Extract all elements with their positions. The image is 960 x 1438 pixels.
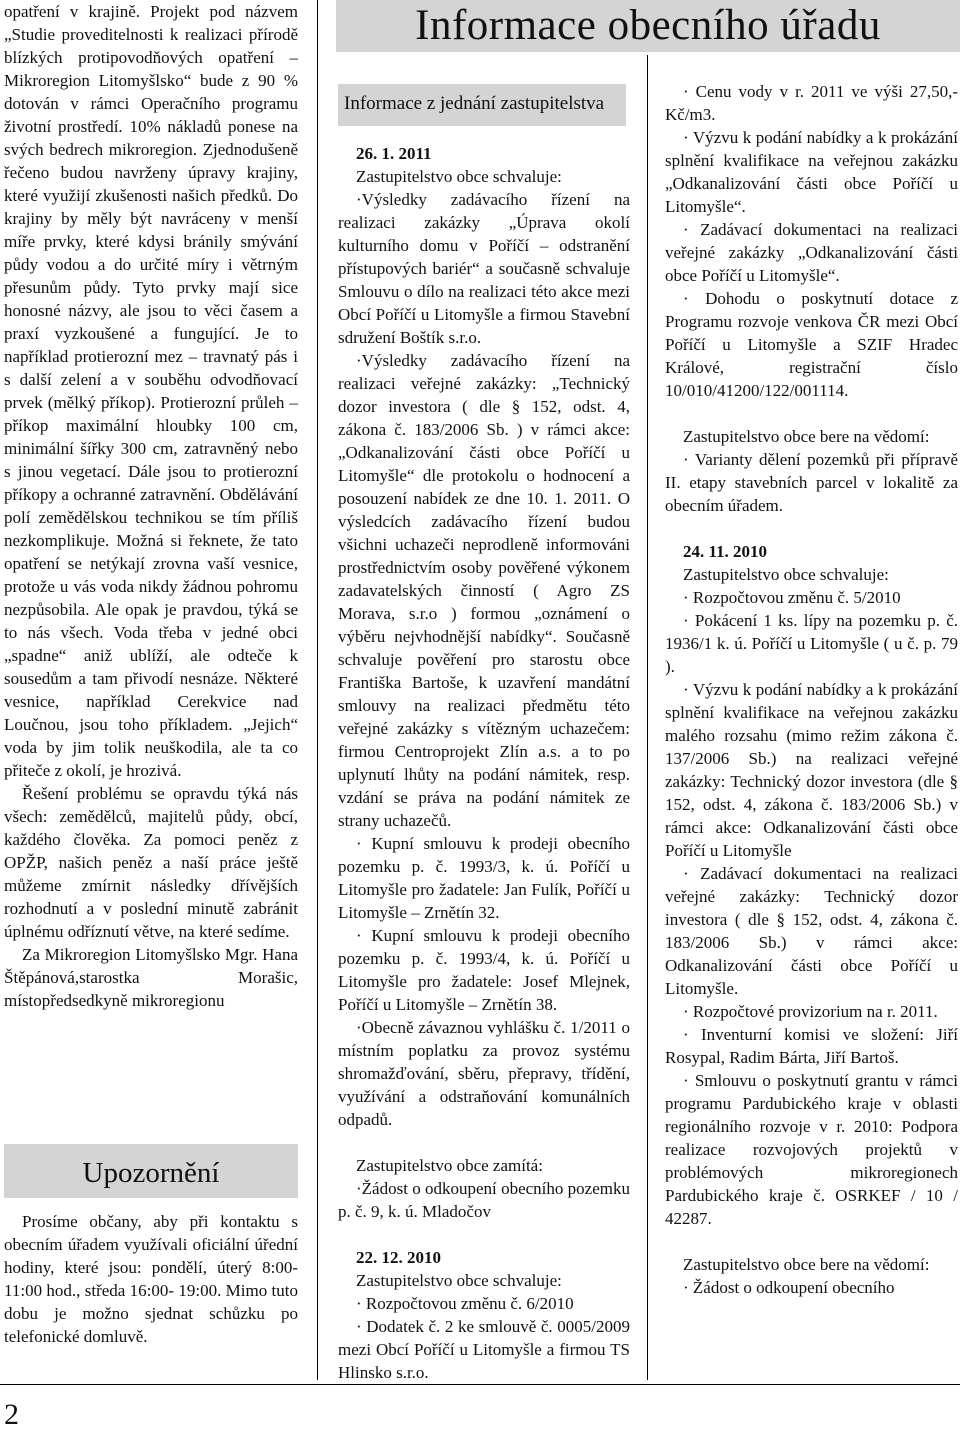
resolution-item: · Rozpočtovou změnu č. 5/2010: [683, 588, 901, 607]
column-divider-right: [647, 55, 648, 1380]
section-subhead: Informace z jednání zastupitelstva: [338, 84, 626, 126]
approves-heading: Zastupitelstvo obce schvaluje:: [683, 565, 889, 584]
article-signature: Za Mikroregion Litomyšlsko Mgr. Hana Štěpánová,starostka Morašic, místopředsedkyně mikroregionu: [4, 945, 298, 1010]
resolution-item: ·Výsledky zadávacího řízení na realizaci veřejné zakázky: „Technický dozor investora ( dle § 152, odst. 4, zákona č. 183/2006 Sb. ) v rámci akce: „Odkanalizování části obce Poříčí u Litomyšle“ dle protokolu o hodnocení a posouzení nabídek ze dne 10. 1. 2011. O výsledcích zadávacího řízení budou všichni uchazeči neprodleně informováni prostřednictvím osoby pověřené výkonem zadavatelských činností ( Agro ZS Morava, s.r.o ) formou „oznámení o výběru nejvhodnější nabídky“. Současně schvaluje pověření pro starostu obce Františka Bartoše, k uzavření mandátní smlouvy na realizaci předmětu této veřejné zakázky s vítězným uchazečem: firmou Centroprojekt Zlín a.s. a to po uplynutí lhůty na podání námitek, resp. vzdání se práva na podání námitek ze strany uchazečů.: [338, 351, 630, 830]
resolution-item: ·Výsledky zadávacího řízení na realizaci zakázky „Úprava okolí kulturního domu v Poříčí – odstranění přístupových bariér“ a současně schvaluje Smlouvu o dílo na realizaci této akce mezi Obcí Poříčí u Litomyšle a firmou Stavební sdružení Boštík s.r.o.: [338, 190, 630, 347]
page-number: 2: [4, 1398, 19, 1431]
resolution-item: · Kupní smlouvu k prodeji obecního pozemku p. č. 1993/3, k. ú. Poříčí u Litomyšle pro žadatele: Jan Fulík, Poříčí u Litomyšle – Zrnětín 32.: [338, 834, 630, 922]
resolution-item: · Pokácení 1 ks. lípy na pozemku p. č. 1936/1 k. ú. Poříčí u Litomyšle ( u č. p. 79 ).: [665, 611, 958, 676]
notes-heading: Zastupitelstvo obce bere na vědomí:: [683, 427, 930, 446]
approves-heading: Zastupitelstvo obce schvaluje:: [356, 1271, 562, 1290]
rejects-heading: Zastupitelstvo obce zamítá:: [356, 1156, 543, 1175]
resolution-item: · Inventurní komisi ve složení: Jiří Rosypal, Radim Bárta, Jiří Bartoš.: [665, 1025, 958, 1067]
article-paragraph: Řešení problému se opravdu týká nás všech: zemědělců, majitelů půdy, obcí, každého člověka. Za pomoci peněz z OPŽP, našich peněz a naší práce ještě můžeme zmírnit následky dřívějších rozhodnutí a v poslední minutě zabránit úplnému odříznutí větve, na které sedíme.: [4, 784, 298, 941]
article-paragraph: opatření v krajině. Projekt pod názvem „Studie proveditelnosti k realizaci přírodě blízkých protipovodňových opatření – Mikroregion Litomyšlsko“ bude z 90 % dotován v rámci Operačního programu životní prostředí. 10% nákladů ponese na svých bedrech mikroregion. Zjednodušeně řečeno budou navrženy úpravy krajiny, které využijí zkušenosti našich předků. Do krajiny by měly být navráceny v menší míře prvky, které kdysi bránily smývání půdy vodou a do určité míry i větrným přesunům půdy. Tyto prvky mají sice honosné názvy, ale jsou to věci časem a praxí vyzkoušené a fungující. Je to například protierozní mez – travnatý pás i s další zelení a v souběhu odvodňovací prvek (mělký příkop). Protierozní průleh – příkop maximální hloubky 100 cm, minimální šířky 300 cm, zatravněný nebo s jinou vegetací. Dále jsou to protierozní příkopy a ochranné zatravnění. Obdělávání polí zemědělskou technikou se tím příliš nezkomplikuje. Možná si řeknete, že tato opatření se netýkají zrovna vaší vesnice, protože u vás voda nikdy žádnou pohromu nezpůsobila. Ale opak je pravdou, týká se to nás všech. Voda třeba v jedné obci „spadne“ aniž ublíží, ale odteče k sousedům a tam přivodí nesnáze. Některé vesnice, například Cerekvice nad Loučnou, jsou toho příkladem. „Jejich“ voda by jim tolik neuškodila, ale ta co přiteče z okolí, je hrozivá.: [4, 2, 298, 780]
resolution-item: ·Žádost o odkoupení obecního pozemku p. č. 9, k. ú. Mladočov: [338, 1179, 630, 1221]
resolution-item: · Výzvu k podání nabídky a k prokázání splnění kvalifikace na veřejnou zakázku „Odkanalizování části obce Poříčí u Litomyšle“.: [665, 128, 958, 216]
resolution-item: · Smlouvu o poskytnutí grantu v rámci programu Pardubického kraje v oblasti regionálního rozvoje v r. 2010: Podpora realizace rozvojových projektů v problémových mikroregionech Pardubického kraje č. OSRKEF / 10 / 42287.: [665, 1071, 958, 1228]
column-right: [665, 80, 958, 1299]
column-left: [4, 0, 298, 1012]
resolution-item: · Dohodu o poskytnutí dotace z Programu rozvoje venkova ČR mezi Obcí Poříčí u Litomyšle a SZIF Hradec Králové, registrační číslo 10/010/41200/122/001114.: [665, 289, 958, 400]
resolution-item: · Rozpočtovou změnu č. 6/2010: [356, 1294, 574, 1313]
resolution-item: · Výzvu k podání nabídky a k prokázání splnění kvalifikace na veřejnou zakázku malého rozsahu (mimo režim zákona č. 137/2006 Sb.) na realizaci veřejné zakázky: Technický dozor investora (dle § 152, odst. 4, zákona č. 183/2006 Sb.) v rámci akce: Odkanalizování části obce Poříčí u Litomyšle: [665, 680, 958, 860]
masthead-title: Informace obecního úřadu: [336, 0, 960, 52]
meeting-date: 24. 11. 2010: [683, 542, 768, 561]
resolution-item: ·Obecně závaznou vyhlášku č. 1/2011 o místním poplatku za provoz systému shromažďování, sběru, přepravy, třídění, využívání a odstraňování komunálních odpadů.: [338, 1018, 630, 1129]
meeting-date: 26. 1. 2011: [356, 144, 432, 163]
warning-text: Prosíme občany, aby při kontaktu s obecním úřadem využívali oficiální úřední hodiny, které jsou: pondělí, úterý 8:00- 11:00 hod., středa 16:00- 19:00. Mimo tuto dobu je možno sjednat schůzku po telefonické domluvě.: [4, 1212, 298, 1346]
resolution-item: · Žádost o odkoupení obecního: [683, 1278, 895, 1297]
warning-heading: Upozornění: [4, 1144, 298, 1198]
warning-section: [4, 1210, 298, 1348]
resolution-item: · Kupní smlouvu k prodeji obecního pozemku p. č. 1993/4, k. ú. Poříčí u Litomyšle pro žadatele: Josef Mlejnek, Poříčí u Litomyšle – Zrnětín 38.: [338, 926, 630, 1014]
approves-heading: Zastupitelstvo obce schvaluje:: [356, 167, 562, 186]
column-divider-left: [317, 0, 318, 1380]
resolution-item: · Varianty dělení pozemků při přípravě II. etapy stavebních parcel v lokalitě za obecním úřadem.: [665, 450, 958, 515]
notes-heading: Zastupitelstvo obce bere na vědomí:: [683, 1255, 930, 1274]
resolution-item: · Zadávací dokumentaci na realizaci veřejné zakázky „Odkanalizování části obce Poříčí u Litomyšle“.: [665, 220, 958, 285]
resolution-item: · Dodatek č. 2 ke smlouvě č. 0005/2009 mezi Obcí Poříčí u Litomyšle a firmou TS Hlinsko s.r.o.: [338, 1317, 630, 1382]
resolution-item: · Zadávací dokumentaci na realizaci veřejné zakázky: Technický dozor investora ( dle § 152, odst. 4, zákona č. 183/2006 Sb.) v rámci akce: Odkanalizování části obce Poříčí u Litomyšle.: [665, 864, 958, 998]
resolution-item: · Cenu vody v r. 2011 ve výši 27,50,- Kč/m3.: [665, 82, 958, 124]
column-middle: [338, 142, 630, 1384]
resolution-item: · Rozpočtové provizorium na r. 2011.: [683, 1002, 938, 1021]
footer-rule: [0, 1384, 960, 1385]
meeting-date: 22. 12. 2010: [356, 1248, 441, 1267]
